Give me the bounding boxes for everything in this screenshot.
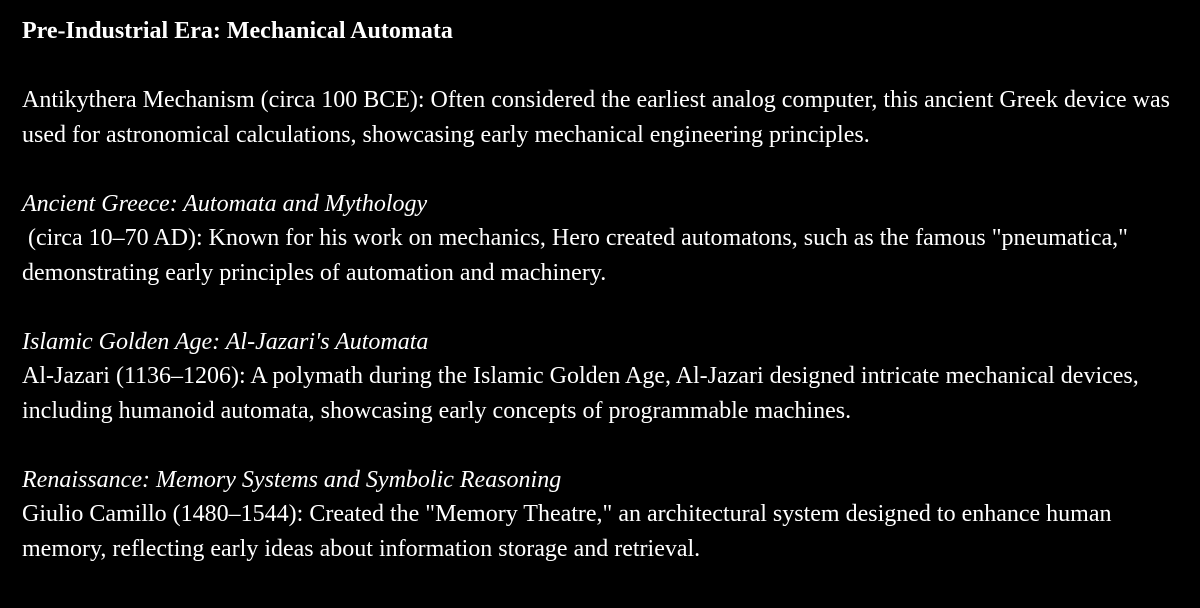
section-renaissance [22,463,1182,567]
section-title: Ancient Greece: Automata and Mythology [22,190,428,217]
section-islamic-golden-age [22,325,1182,429]
section-body: Al-Jazari (1136–1206): A polymath during the Islamic Golden Age, Al-Jazari designed intricate mechanical devices, including humanoid automata, showcasing early concepts of programmable machines. [22,363,1139,424]
section-title: Islamic Golden Age: Al-Jazari's Automata [22,328,429,355]
spacer [22,290,1182,325]
intro-paragraph: Antikythera Mechanism (circa 100 BCE): Often considered the earliest analog computer, this ancient Greek device was used for astronomical calculations, showcasing early mechanical engineering principles. [22,87,1170,148]
spacer [22,428,1182,463]
section-body: (circa 10–70 AD): Known for his work on mechanics, Hero created automatons, such as the famous "pneumatica," demonstrating early principles of automation and machinery. [22,225,1134,286]
spacer [22,49,1182,84]
section-ancient-greece [22,187,1182,291]
document-body [22,14,1182,566]
section-title: Renaissance: Memory Systems and Symbolic Reasoning [22,466,562,493]
section-heading: Pre-Industrial Era: Mechanical Automata [22,18,453,44]
section-body: Giulio Camillo (1480–1544): Created the "Memory Theatre," an architectural system designed to enhance human memory, reflecting early ideas about information storage and retrieval. [22,501,1112,562]
spacer [22,152,1182,187]
